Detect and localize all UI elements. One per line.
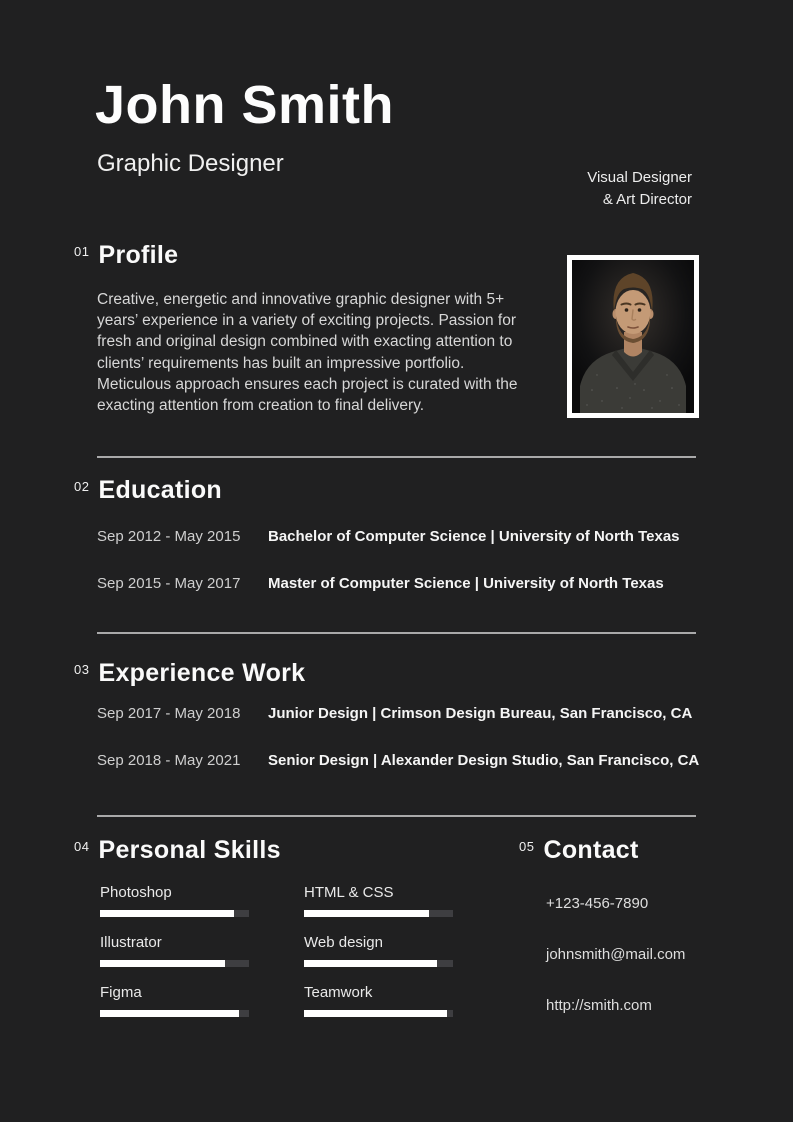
skill-name: Teamwork [304, 984, 373, 1001]
section-divider [97, 632, 696, 634]
skill-bar-fill [100, 960, 225, 967]
person-name: John Smith [95, 75, 394, 135]
skills-column-2 [304, 884, 454, 1034]
skill-bar-fill [100, 1010, 239, 1017]
skills-column-1 [100, 884, 250, 1034]
education-row [97, 575, 680, 592]
skill-bar-fill [304, 960, 437, 967]
section-number: 01 [74, 244, 90, 259]
skill-bar [304, 1010, 453, 1017]
skill-bar [100, 910, 249, 917]
position-description: Junior Design | Crimson Design Bureau, San Francisco, CA [268, 705, 693, 722]
skill-bar-fill [304, 1010, 447, 1017]
skill-name: HTML & CSS [304, 884, 394, 901]
experience-list [97, 705, 699, 799]
job-title: Graphic Designer [97, 150, 284, 177]
section-number: 05 [519, 839, 535, 854]
skill-item [100, 934, 250, 967]
section-divider [97, 815, 696, 817]
skill-name: Figma [100, 984, 142, 1001]
section-title: Contact [543, 836, 639, 864]
section-title: Profile [98, 241, 179, 269]
skill-name: Illustrator [100, 934, 162, 951]
section-heading-experience [74, 660, 305, 688]
skill-bar [304, 910, 453, 917]
skill-item [100, 884, 250, 917]
date-range: Sep 2015 - May 2017 [97, 575, 241, 592]
skill-item [304, 934, 454, 967]
section-title: Personal Skills [98, 836, 281, 864]
section-number: 03 [74, 662, 90, 677]
date-range: Sep 2018 - May 2021 [97, 752, 241, 769]
section-heading-profile [74, 242, 178, 270]
section-heading-contact [519, 837, 639, 865]
email-link[interactable]: johnsmith@mail.com [546, 946, 686, 963]
tagline-line-2: & Art Director [602, 191, 692, 208]
skill-name: Photoshop [100, 884, 172, 901]
skill-bar-fill [304, 910, 429, 917]
section-number: 04 [74, 839, 90, 854]
skill-item [100, 984, 250, 1017]
website-link[interactable]: http://smith.com [546, 997, 652, 1014]
date-range: Sep 2017 - May 2018 [97, 705, 241, 722]
tagline [587, 167, 692, 211]
contact-list [546, 895, 685, 1048]
portrait-photo [567, 255, 699, 418]
section-heading-skills [74, 837, 281, 865]
degree-description: Bachelor of Computer Science | University of North Texas [268, 528, 680, 545]
skill-bar [304, 960, 453, 967]
skill-bar [100, 1010, 249, 1017]
skill-item [304, 984, 454, 1017]
section-number: 02 [74, 479, 90, 494]
section-title: Education [98, 476, 223, 504]
tagline-line-1: Visual Designer [587, 169, 692, 186]
degree-description: Master of Computer Science | University of North Texas [268, 575, 664, 592]
experience-row [97, 705, 699, 722]
education-list [97, 528, 680, 622]
section-heading-education [74, 477, 222, 505]
skill-bar [100, 960, 249, 967]
skill-bar-fill [100, 910, 234, 917]
skill-item [304, 884, 454, 917]
portrait-illustration [572, 260, 694, 413]
position-description: Senior Design | Alexander Design Studio, San Francisco, CA [268, 752, 700, 769]
experience-row [97, 752, 699, 769]
profile-summary: Creative, energetic and innovative graphic designer with 5+ years’ experience in a variety of exciting projects. Passion for fresh and original design combined with exacting attention to clients’ requirements has built an impressive portfolio. Meticulous approach ensures each project is curated with the exacting attention from creation to final delivery. [97, 291, 518, 415]
phone-link[interactable]: +123-456-7890 [546, 895, 649, 912]
date-range: Sep 2012 - May 2015 [97, 528, 241, 545]
section-divider [97, 456, 696, 458]
skill-name: Web design [304, 934, 383, 951]
education-row [97, 528, 680, 545]
section-title: Experience Work [98, 659, 306, 687]
